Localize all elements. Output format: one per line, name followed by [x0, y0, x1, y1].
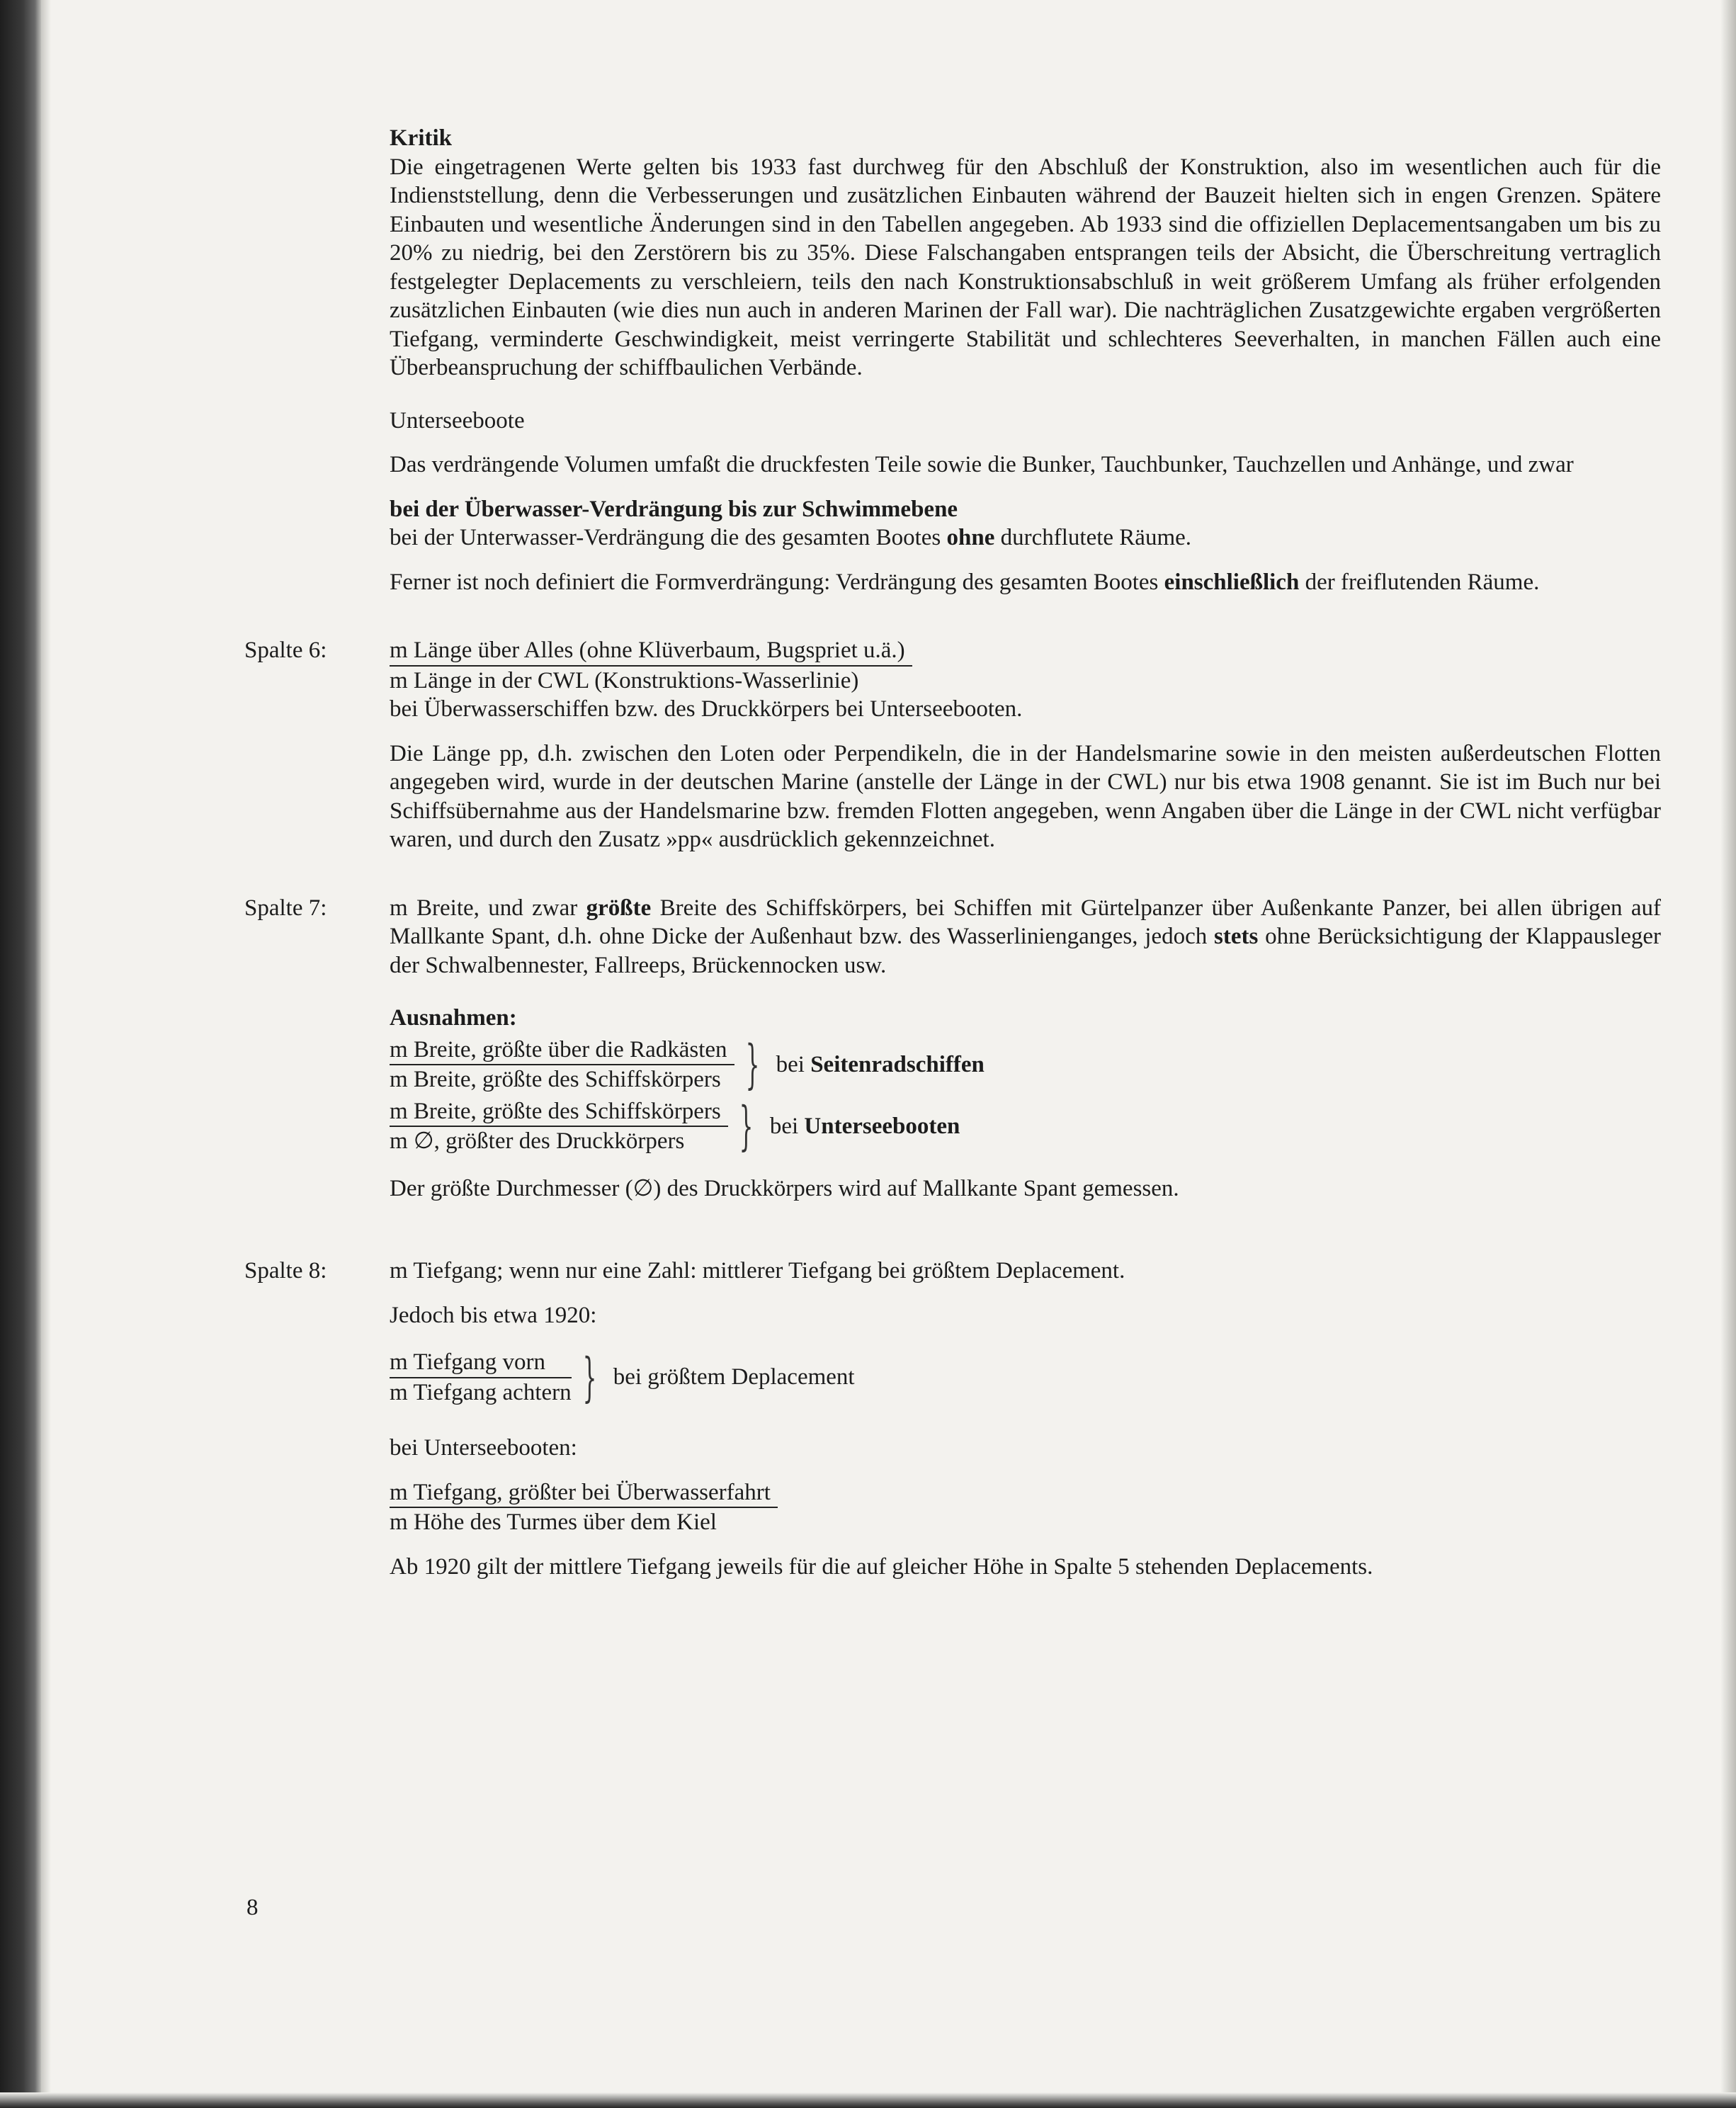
kritik-text: Die eingetragenen Werte gelten bis 1933 fast durchweg für den Abschluß der Konstruktion, also im wesentlichen auch für die Indienststellung, denn die Verbesserungen und zusätzlichen Einbauten während der Bauzeit hielten sich in engen Grenzen. Spätere Einbauten und wesentliche Änderungen sind in den Tabellen angegeben. Ab 1933 sind die offiziellen Deplacementsangaben um bis zu 20% zu niedrig, bei den Zerstörern bis zu 35%. Diese Falschangaben entsprangen teils der Absicht, die Überschreitung vertraglich festgelegter Deplacements zu verschleiern, teils den nach Konstruktionsabschluß in weit größerem Umfang als früher erfolgenden zusätzlichen Einbauten (wie dies nun auch in anderen Marinen der Fall war). Die nachträglichen Zusatzgewichte ergaben vergrößerten Tiefgang, verminderte Geschwindigkeit, meist verringerte Stabilität und schlechteres Seeverhalten, in manchen Fällen auch eine Überbeanspruchung der schiffbaulichen Verbände.: [390, 154, 1661, 380]
unterseeboote-intro: Das verdrängende Volumen umfaßt die druckfesten Teile sowie die Bunker, Tauchbunker, Tauchzellen und Anhänge, und zwar: [390, 452, 1574, 477]
spalte6-paragraph: Die Länge pp, d.h. zwischen den Loten oder Perpendikeln, die in der Handelsmarine sowie in den meisten außerdeutschen Flotten angegeben wird, wurde in der deutschen Marine (anstelle der Länge in der CWL) nur bis etwa 1908 genannt. Sie ist im Buch nur bei Schiffsübernahme aus der Handelsmarine bzw. fremden Flotten angegeben, wenn Angaben über die Länge in der CWL nicht verfügbar waren, und durch den Zusatz »pp« ausdrücklich gekennzeichnet.: [390, 740, 1661, 852]
spine-shadow: [41, 0, 51, 2108]
radschiff-fraction: [390, 1036, 1661, 1094]
ausnahmen-heading: Ausnahmen:: [390, 1005, 517, 1031]
kritik-section: [390, 124, 1661, 596]
right-brace-icon: }: [739, 1096, 754, 1157]
radschiff-top: m Breite, größte über die Radkästen: [390, 1036, 734, 1066]
tiefgang-vorn: m Tiefgang vorn: [390, 1348, 572, 1378]
formverdraengung-text: Ferner ist noch definiert die Formverdrängung: Verdrängung des gesamten Bootes einschließlich der freiflutenden Räume.: [390, 569, 1540, 595]
unterseeboote-heading: Unterseeboote: [390, 407, 525, 434]
page-content: [244, 124, 1661, 1581]
page-right-edge: [1720, 0, 1736, 2108]
spalte8-label: Spalte 8:: [244, 1258, 327, 1284]
right-brace-icon: }: [745, 1034, 759, 1095]
spalte8-line1: m Tiefgang; wenn nur eine Zahl: mittlerer Tiefgang bei größtem Deplacement.: [390, 1258, 1125, 1284]
book-spine: [0, 0, 41, 2108]
spalte6-fraction-bottom: m Länge in der CWL (Konstruktions-Wasserlinie): [390, 667, 859, 693]
right-brace-icon: }: [582, 1347, 597, 1408]
spalte6-label: Spalte 6:: [244, 638, 327, 663]
spalte6-fraction-top: m Länge über Alles (ohne Klüverbaum, Bugspriet u.ä.): [390, 636, 912, 667]
radschiff-note: bei Seitenradschiffen: [776, 1051, 985, 1077]
ueberwasser-line: bei der Überwasser-Verdrängung bis zur Schwimmebene: [390, 496, 958, 522]
spalte6-after: bei Überwasserschiffen bzw. des Druckkörpers bei Unterseebooten.: [390, 696, 1023, 722]
uboot-breite-fraction: [390, 1097, 1661, 1156]
kritik-heading: Kritik: [390, 125, 452, 151]
radschiff-bottom: m Breite, größte des Schiffskörpers: [390, 1067, 721, 1092]
ab1920-text: Ab 1920 gilt der mittlere Tiefgang jeweils für die auf gleicher Höhe in Spalte 5 stehenden Deplacements.: [390, 1553, 1373, 1580]
durchmesser-text: Der größte Durchmesser (∅) des Druckkörpers wird auf Mallkante Spant gemessen.: [390, 1175, 1179, 1201]
uboot-turm-bottom: m Höhe des Turmes über dem Kiel: [390, 1509, 717, 1535]
uboot-breite-note: bei Unterseebooten: [769, 1113, 960, 1139]
uboot-breite-top: m Breite, größte des Schiffskörpers: [390, 1097, 728, 1128]
spalte7-text: m Breite, und zwar größte Breite des Schiffskörpers, bei Schiffen mit Gürtelpanzer über Außenkante Panzer, bei allen übrigen auf Mallkante Spant, d.h. ohne Dicke der Außenhaut bzw. des Wasserlinienganges, jedoch stets ohne Berücksichtigung der Klappausleger der Schwalbennester, Fallreeps, Brückennocken usw.: [390, 895, 1661, 978]
tiefgang-fraction: [390, 1348, 1661, 1407]
ubooten-line: bei Unterseebooten:: [390, 1435, 577, 1461]
tiefgang-achtern: m Tiefgang achtern: [390, 1379, 572, 1405]
tiefgang-note: bei größtem Deplacement: [613, 1364, 855, 1390]
page-number: 8: [246, 1895, 259, 1920]
page-bottom-edge: [0, 2092, 1736, 2108]
uboot-breite-bottom: m ∅, größter des Druckkörpers: [390, 1128, 685, 1154]
unterwasser-line: bei der Unterwasser-Verdrängung die des gesamten Bootes ohne durchflutete Räume.: [390, 525, 1192, 550]
spalte7-label: Spalte 7:: [244, 895, 327, 921]
spalte6-section: [244, 636, 1661, 854]
uboot-tiefgang-top: m Tiefgang, größter bei Überwasserfahrt: [390, 1478, 778, 1509]
spalte7-section: [244, 894, 1661, 1203]
spalte8-section: [244, 1257, 1661, 1581]
jedoch-line: Jedoch bis etwa 1920:: [390, 1302, 597, 1328]
